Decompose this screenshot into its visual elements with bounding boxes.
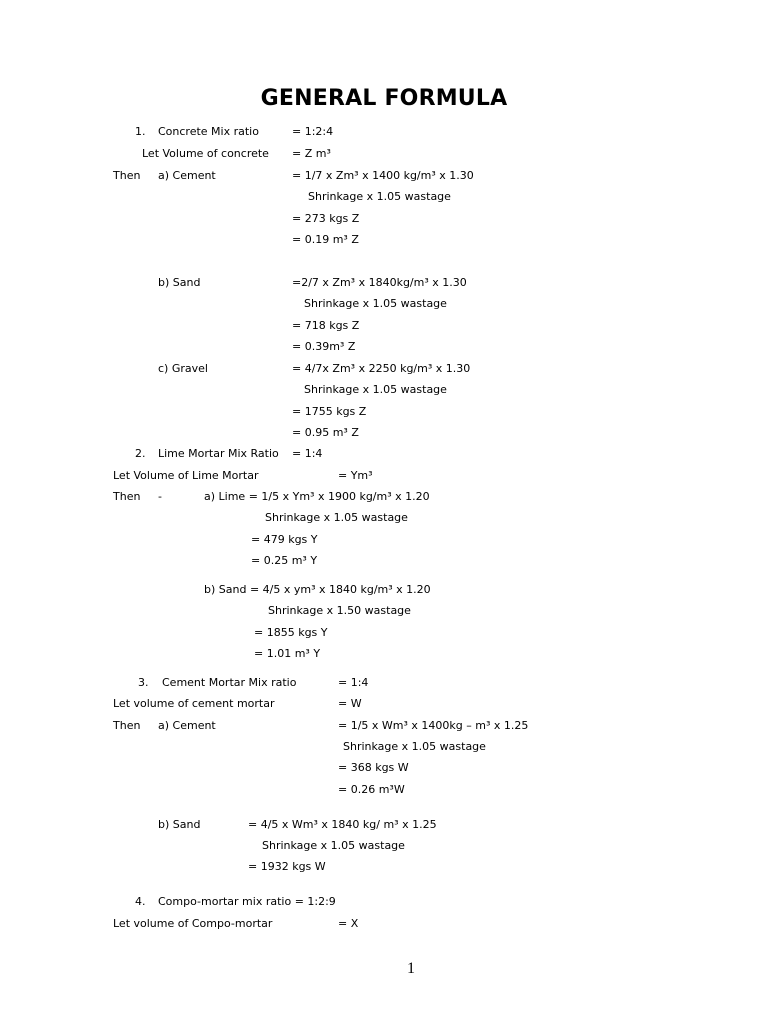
item-heading: Concrete Mix ratio	[158, 125, 259, 138]
sub-item-label: a) Cement	[158, 169, 216, 182]
formula-line: = 1:2:4	[292, 125, 334, 138]
formula-line: = Ym³	[338, 469, 373, 482]
item-heading: Lime Mortar Mix Ratio	[158, 447, 279, 460]
formula-line: Shrinkage x 1.50 wastage	[268, 604, 411, 617]
result-line: = 1855 kgs Y	[254, 626, 328, 639]
item-number: 2.	[135, 447, 146, 460]
formula-line: = 4/7x Zm³ x 2250 kg/m³ x 1.30	[292, 362, 471, 375]
formula-line: = X	[338, 917, 359, 930]
sub-item-label: a) Cement	[158, 719, 216, 732]
item-number: 4.	[135, 895, 146, 908]
formula-line: = 4/5 x Wm³ x 1840 kg/ m³ x 1.25	[248, 818, 437, 831]
text-line: Then	[113, 719, 141, 732]
formula-line: Shrinkage x 1.05 wastage	[265, 511, 408, 524]
sub-item-label: c) Gravel	[158, 362, 208, 375]
formula-line: Shrinkage x 1.05 wastage	[304, 297, 447, 310]
page-number: 1	[407, 960, 415, 977]
formula-line: a) Lime = 1/5 x Ym³ x 1900 kg/m³ x 1.20	[204, 490, 430, 503]
formula-line: Shrinkage x 1.05 wastage	[262, 839, 405, 852]
result-line: = 0.26 m³W	[338, 783, 405, 796]
text-line: -	[158, 490, 162, 503]
formula-line: = W	[338, 697, 362, 710]
result-line: = 1932 kgs W	[248, 860, 326, 873]
formula-line: b) Sand = 4/5 x ym³ x 1840 kg/m³ x 1.20	[204, 583, 431, 596]
text-line: Let volume of Compo-mortar	[113, 917, 273, 930]
text-line: Then	[113, 169, 141, 182]
text-line: Let volume of cement mortar	[113, 697, 275, 710]
formula-line: = Z m³	[292, 147, 331, 160]
sub-item-label: b) Sand	[158, 276, 201, 289]
formula-line: Shrinkage x 1.05 wastage	[343, 740, 486, 753]
result-line: = 1755 kgs Z	[292, 405, 367, 418]
formula-line: = 1/5 x Wm³ x 1400kg – m³ x 1.25	[338, 719, 529, 732]
result-line: = 368 kgs W	[338, 761, 409, 774]
formula-line: = 1:4	[338, 676, 369, 689]
item-number: 3.	[138, 676, 149, 689]
formula-line: = 1:4	[292, 447, 323, 460]
result-line: = 718 kgs Z	[292, 319, 360, 332]
result-line: = 273 kgs Z	[292, 212, 360, 225]
result-line: = 0.19 m³ Z	[292, 233, 359, 246]
text-line: Let Volume of Lime Mortar	[113, 469, 259, 482]
page-title: GENERAL FORMULA	[260, 86, 508, 111]
item-number: 1.	[135, 125, 146, 138]
item-heading: Cement Mortar Mix ratio	[162, 676, 297, 689]
sub-item-label: b) Sand	[158, 818, 201, 831]
result-line: = 0.25 m³ Y	[251, 554, 318, 567]
formula-line: = 1/7 x Zm³ x 1400 kg/m³ x 1.30	[292, 169, 474, 182]
item-heading: Compo-mortar mix ratio = 1:2:9	[158, 895, 336, 908]
text-line: Then	[113, 490, 141, 503]
formula-line: Shrinkage x 1.05 wastage	[308, 190, 451, 203]
formula-line: Shrinkage x 1.05 wastage	[304, 383, 447, 396]
result-line: = 479 kgs Y	[251, 533, 318, 546]
result-line: = 0.39m³ Z	[292, 340, 356, 353]
formula-line: =2/7 x Zm³ x 1840kg/m³ x 1.30	[292, 276, 467, 289]
result-line: = 1.01 m³ Y	[254, 647, 321, 660]
text-line: Let Volume of concrete	[142, 147, 269, 160]
result-line: = 0.95 m³ Z	[292, 426, 359, 439]
